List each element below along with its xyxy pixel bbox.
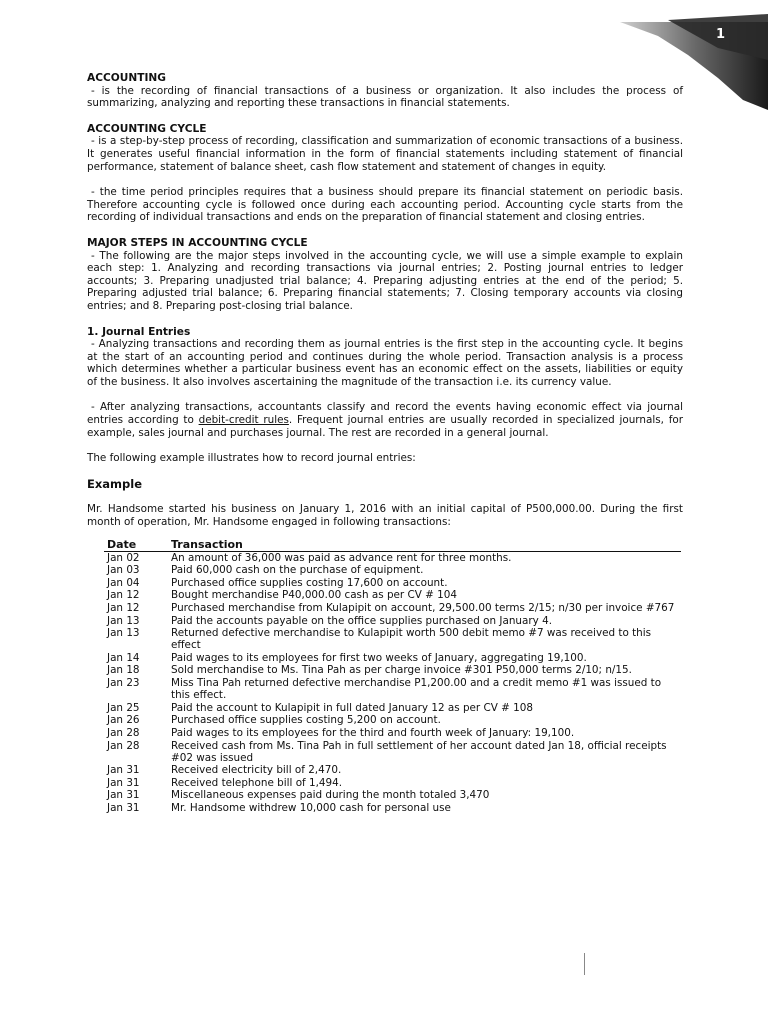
table-row: [104, 764, 681, 777]
row-transaction: Received telephone bill of 1,494.: [171, 776, 343, 789]
row-date: Jan 02: [107, 551, 140, 564]
row-date: Jan 31: [107, 776, 140, 789]
header-date: Date: [104, 538, 171, 552]
row-date: Jan 23: [107, 677, 140, 690]
debit-credit-rules-link[interactable]: debit-credit rules: [198, 414, 289, 427]
table-row: [104, 577, 681, 590]
table-row: [104, 664, 681, 677]
row-date: Jan 04: [107, 576, 140, 589]
scan-mark: [584, 953, 585, 975]
row-transaction: Paid wages to its employees for first two weeks of January, aggregating 19,100.: [171, 651, 587, 664]
table-row: [104, 802, 681, 815]
heading-major-steps: MAJOR STEPS IN ACCOUNTING CYCLE: [87, 236, 308, 249]
row-transaction: Bought merchandise P40,000.00 cash as per CV # 104: [171, 589, 458, 602]
journal-example-intro: The following example illustrates how to record journal entries:: [87, 452, 416, 465]
row-date: Jan 13: [107, 627, 140, 640]
cycle-time-period: - the time period principles requires that a business should prepare its financial statement on periodic basis. Therefore accounting cycle is followed once during each accounting period. Accounting cycle starts from the recording of individual transactions and ends on the preparation of financial statement and closing entries.: [87, 186, 683, 224]
row-transaction: Paid wages to its employees for the third and fourth week of January: 19,100.: [171, 726, 575, 739]
row-transaction: An amount of 36,000 was paid as advance rent for three months.: [171, 551, 512, 564]
header-transaction: Transaction: [171, 538, 681, 552]
table-row: [104, 777, 681, 790]
table-row: [104, 714, 681, 727]
row-date: Jan 12: [107, 589, 140, 602]
row-transaction: Miss Tina Pah returned defective merchandise P1,200.00 and a credit memo #1 was issued to this effect.: [171, 677, 662, 702]
page-number: 1: [715, 27, 725, 42]
row-date: Jan 28: [107, 739, 140, 752]
heading-example: Example: [87, 476, 142, 491]
journal-classify-after: . Frequent journal entries are usually recorded in specialized journals, for example, sales journal and purchases journal. The rest are recorded in a general journal.: [87, 414, 683, 439]
row-transaction: Sold merchandise to Ms. Tina Pah as per charge invoice #301 P50,000 terms 2/10; n/15.: [171, 664, 632, 677]
row-date: Jan 18: [107, 664, 140, 677]
row-date: Jan 03: [107, 564, 140, 577]
row-transaction: Received electricity bill of 2,470.: [171, 764, 342, 777]
table-row: [104, 789, 681, 802]
row-date: Jan 25: [107, 701, 140, 714]
row-date: Jan 13: [107, 614, 140, 627]
row-transaction: Returned defective merchandise to Kulapipit worth 500 debit memo #7 was received to this effect: [171, 627, 652, 652]
row-date: Jan 31: [107, 789, 140, 802]
table-row: [104, 589, 681, 602]
row-transaction: Purchased office supplies costing 17,600 on account.: [171, 576, 448, 589]
table-row: [104, 727, 681, 740]
table-row: [104, 677, 681, 702]
journal-classify-text: [87, 401, 683, 439]
table-row: [104, 615, 681, 628]
table-row: [104, 652, 681, 665]
table-row: [104, 702, 681, 715]
table-header-row: [104, 538, 681, 552]
table-row: [104, 627, 681, 652]
row-transaction: Paid the account to Kulapipit in full dated January 12 as per CV # 108: [171, 701, 534, 714]
table-row: [104, 602, 681, 615]
row-transaction: Miscellaneous expenses paid during the month totaled 3,470: [171, 789, 490, 802]
row-date: Jan 31: [107, 802, 140, 814]
row-date: Jan 28: [107, 726, 140, 739]
heading-journal-entries: 1. Journal Entries: [87, 325, 191, 338]
transactions-table: [104, 538, 681, 815]
journal-analysis-text: - Analyzing transactions and recording them as journal entries is the first step in the accounting cycle. It begins at the start of an accounting period and continues during the whole period. Transaction analysis is a process which determines whether a particular business event has an economic effect on the assets, liabilities or equity of the business. It also involves ascertaining the magnitude of the transaction i.e. its currency value.: [87, 338, 683, 388]
major-steps-text: - The following are the major steps involved in the accounting cycle, we will use a simple example to explain each step: 1. Analyzing and recording transactions via journal entries; 2. Posting journal entries to ledger accounts; 3. Preparing unadjusted trial balance; 4. Preparing adjusting entries at the end of the period; 5. Preparing adjusted trial balance; 6. Preparing financial statements; 7. Closing temporary accounts via closing entries; and 8. Preparing post-closing trial balance.: [87, 249, 683, 312]
row-transaction: Purchased office supplies costing 5,200 on account.: [171, 714, 441, 727]
table-row: [104, 740, 681, 765]
table-row: [104, 564, 681, 577]
row-date: Jan 31: [107, 764, 140, 777]
row-transaction: Received cash from Ms. Tina Pah in full settlement of her account dated Jan 18, official receipts #02 was issued: [171, 739, 667, 764]
row-date: Jan 14: [107, 651, 140, 664]
heading-accounting-cycle: ACCOUNTING CYCLE: [87, 122, 207, 135]
document-body: [87, 72, 683, 815]
transactions-body: [104, 551, 681, 814]
row-transaction: Purchased merchandise from Kulapipit on account, 29,500.00 terms 2/15; n/30 per invoice #767: [171, 602, 675, 614]
row-transaction: Paid the accounts payable on the office supplies purchased on January 4.: [171, 614, 553, 627]
row-date: Jan 12: [107, 602, 140, 614]
cycle-definition: - is a step-by-step process of recording, classification and summarization of economic transactions of a business. It generates useful financial information in the form of financial statements including statement of financial performance, statement of balance sheet, cash flow statement and statement of changes in equity.: [87, 135, 683, 173]
table-row: [104, 551, 681, 564]
row-date: Jan 26: [107, 714, 140, 727]
accounting-definition: - is the recording of financial transactions of a business or organization. It also includes the process of summarizing, analyzing and reporting these transactions in financial statements.: [87, 84, 683, 110]
row-transaction: Paid 60,000 cash on the purchase of equipment.: [171, 564, 424, 577]
heading-accounting: ACCOUNTING: [87, 72, 166, 84]
example-intro: Mr. Handsome started his business on January 1, 2016 with an initial capital of P500,000.00. During the first month of operation, Mr. Handsome engaged in following transactions:: [87, 503, 683, 529]
journal-classify-before: - After analyzing transactions, accountants classify and record the events having economic effect via journal entries according to: [87, 401, 683, 427]
row-transaction: Mr. Handsome withdrew 10,000 cash for personal use: [171, 802, 451, 814]
